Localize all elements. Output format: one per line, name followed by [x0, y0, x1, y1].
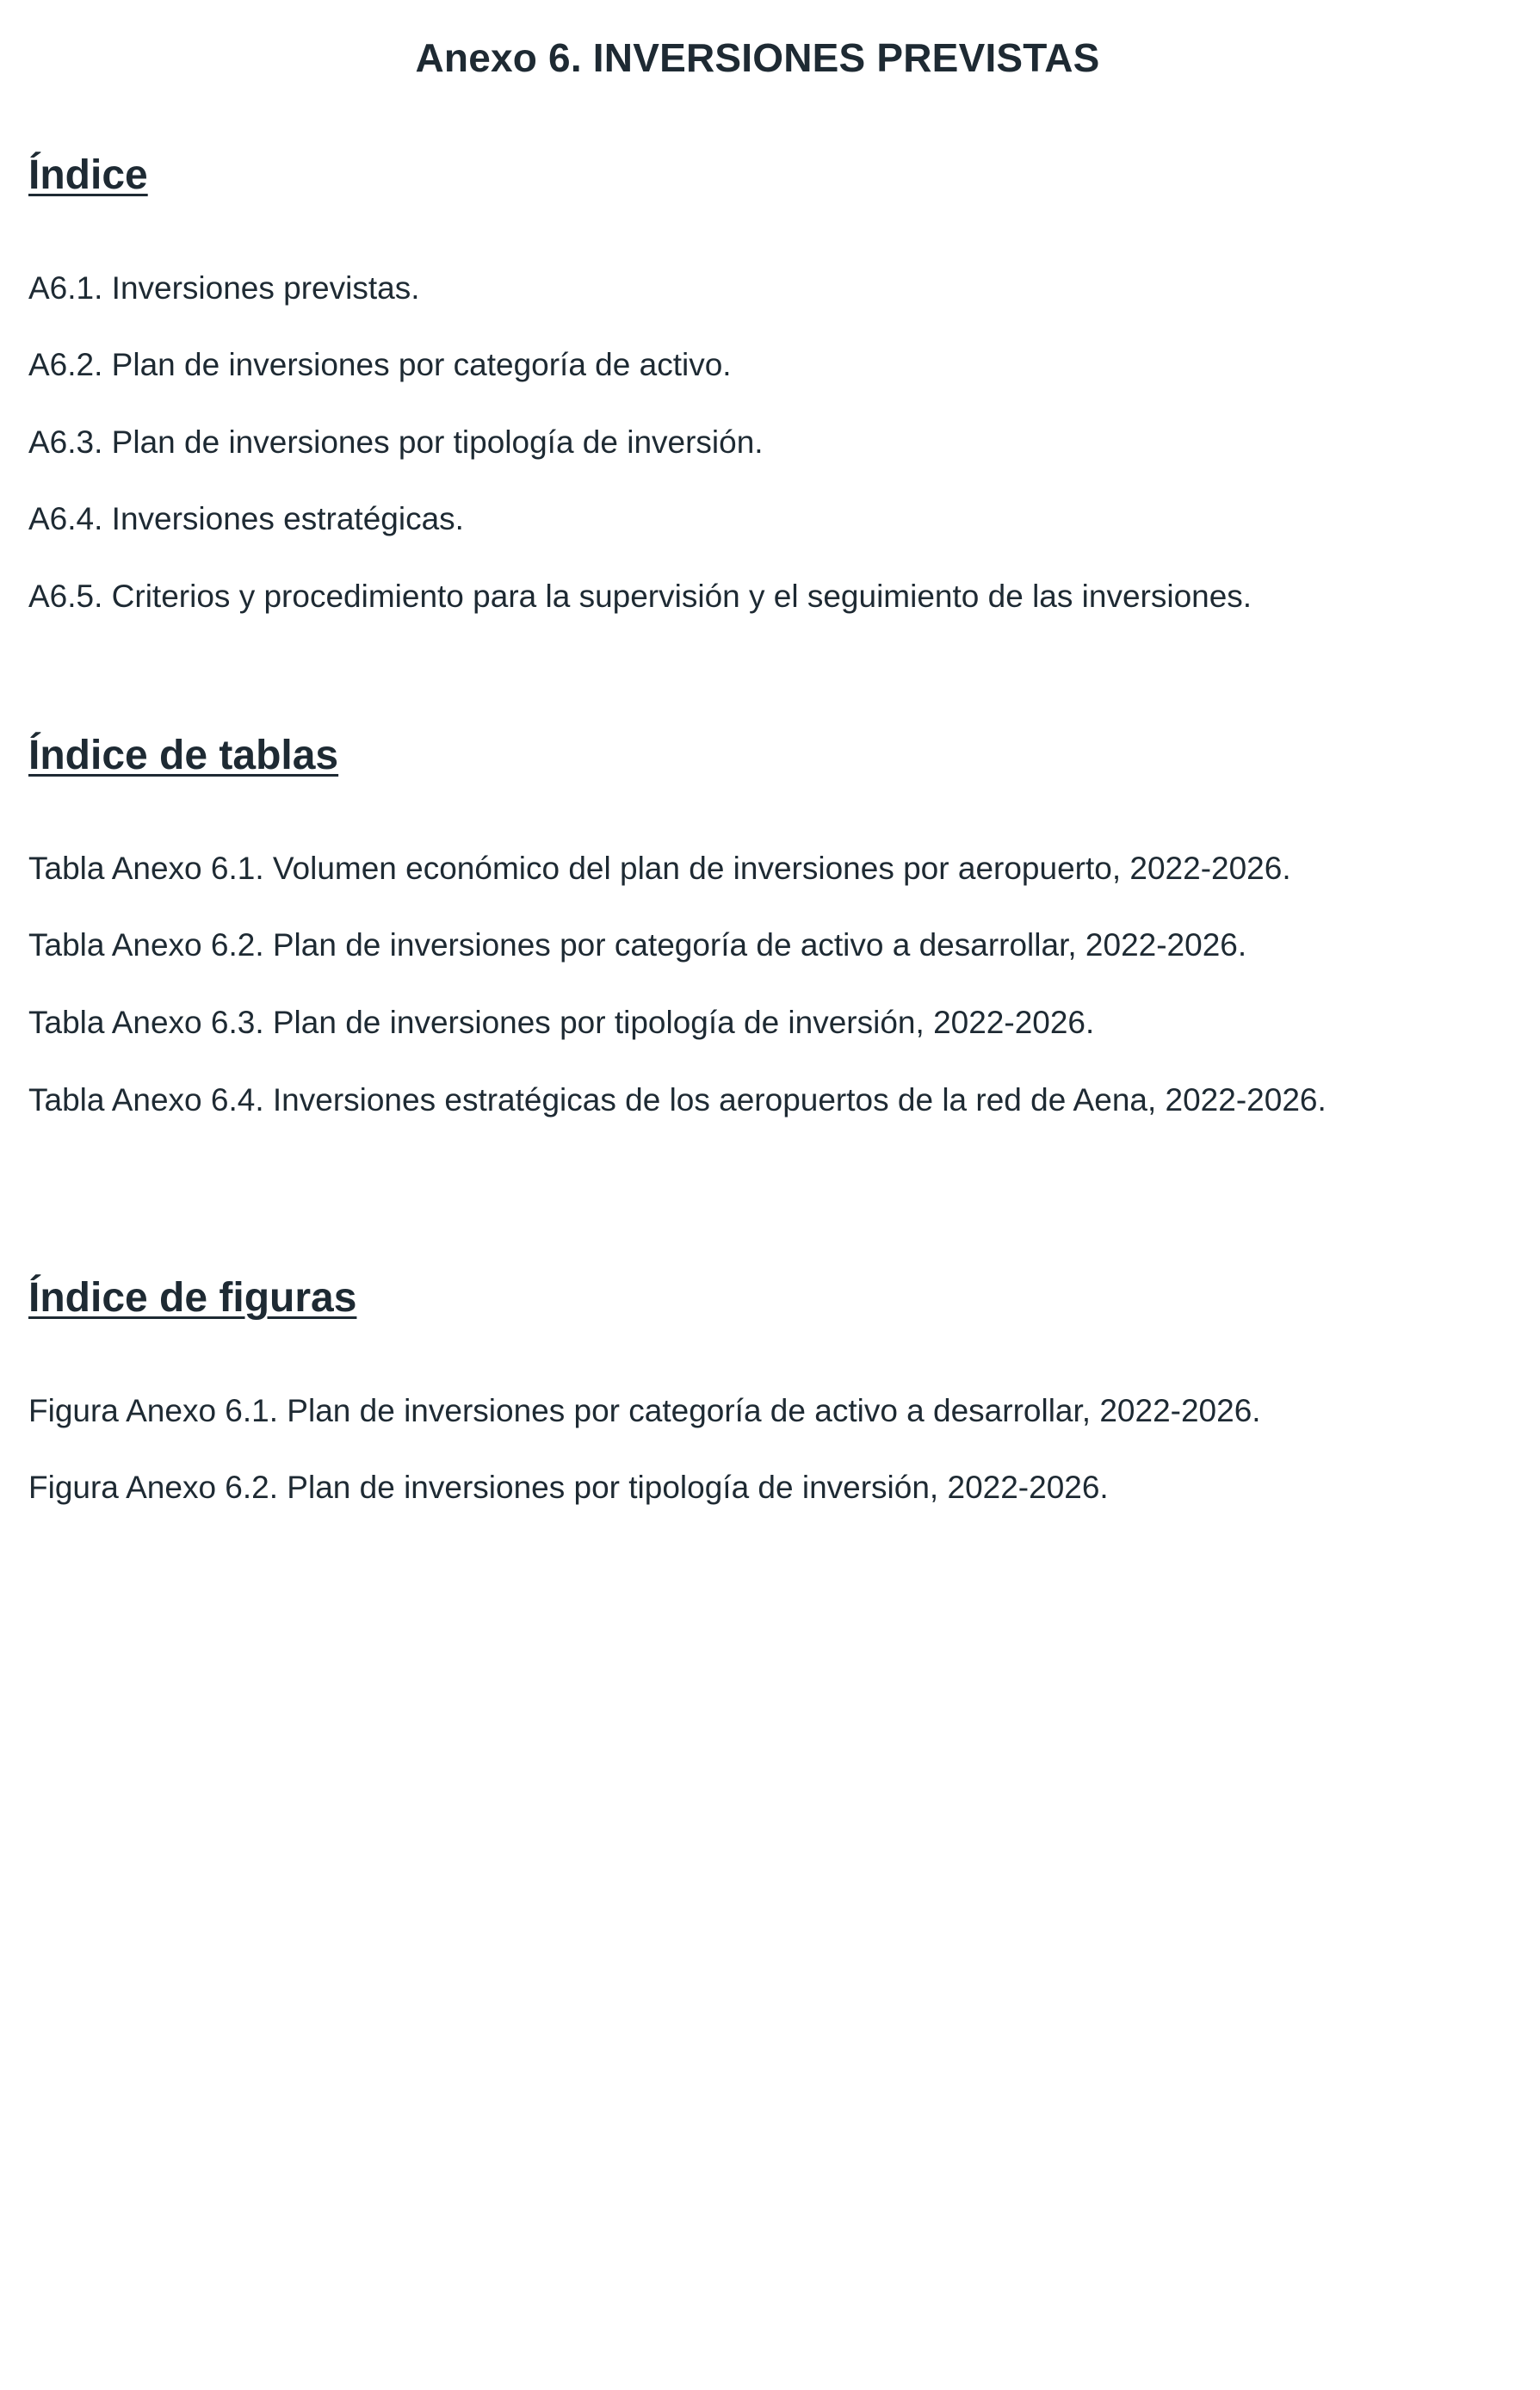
figure-index-entry[interactable]: Figura Anexo 6.1. Plan de inversiones por categoría de activo a desarrollar, 2022-2026. — [28, 1393, 1261, 1428]
figure-index-entry[interactable]: Figura Anexo 6.2. Plan de inversiones por tipología de inversión, 2022-2026. — [28, 1470, 1109, 1505]
section-heading-indice-tablas: Índice de tablas — [28, 733, 339, 778]
table-index-entry[interactable]: Tabla Anexo 6.3. Plan de inversiones por tipología de inversión, 2022-2026. — [28, 1005, 1095, 1040]
section-heading-indice: Índice — [28, 152, 148, 198]
toc-entry[interactable]: A6.2. Plan de inversiones por categoría de activo. — [28, 347, 732, 382]
toc-entry[interactable]: A6.3. Plan de inversiones por tipología de inversión. — [28, 424, 764, 460]
toc-entry[interactable]: A6.5. Criterios y procedimiento para la supervisión y el seguimiento de las inversiones. — [28, 579, 1252, 614]
table-index-entry[interactable]: Tabla Anexo 6.4. Inversiones estratégicas de los aeropuertos de la red de Aena, 2022-2026. — [28, 1082, 1327, 1118]
table-index-entry[interactable]: Tabla Anexo 6.2. Plan de inversiones por categoría de activo a desarrollar, 2022-2026. — [28, 927, 1247, 963]
table-index-entry[interactable]: Tabla Anexo 6.1. Volumen económico del plan de inversiones por aeropuerto, 2022-2026. — [28, 851, 1291, 886]
toc-entry[interactable]: A6.1. Inversiones previstas. — [28, 270, 420, 306]
toc-entry[interactable]: A6.4. Inversiones estratégicas. — [28, 501, 464, 536]
page-title: Anexo 6. INVERSIONES PREVISTAS — [415, 35, 1100, 80]
section-heading-indice-figuras: Índice de figuras — [28, 1275, 357, 1321]
